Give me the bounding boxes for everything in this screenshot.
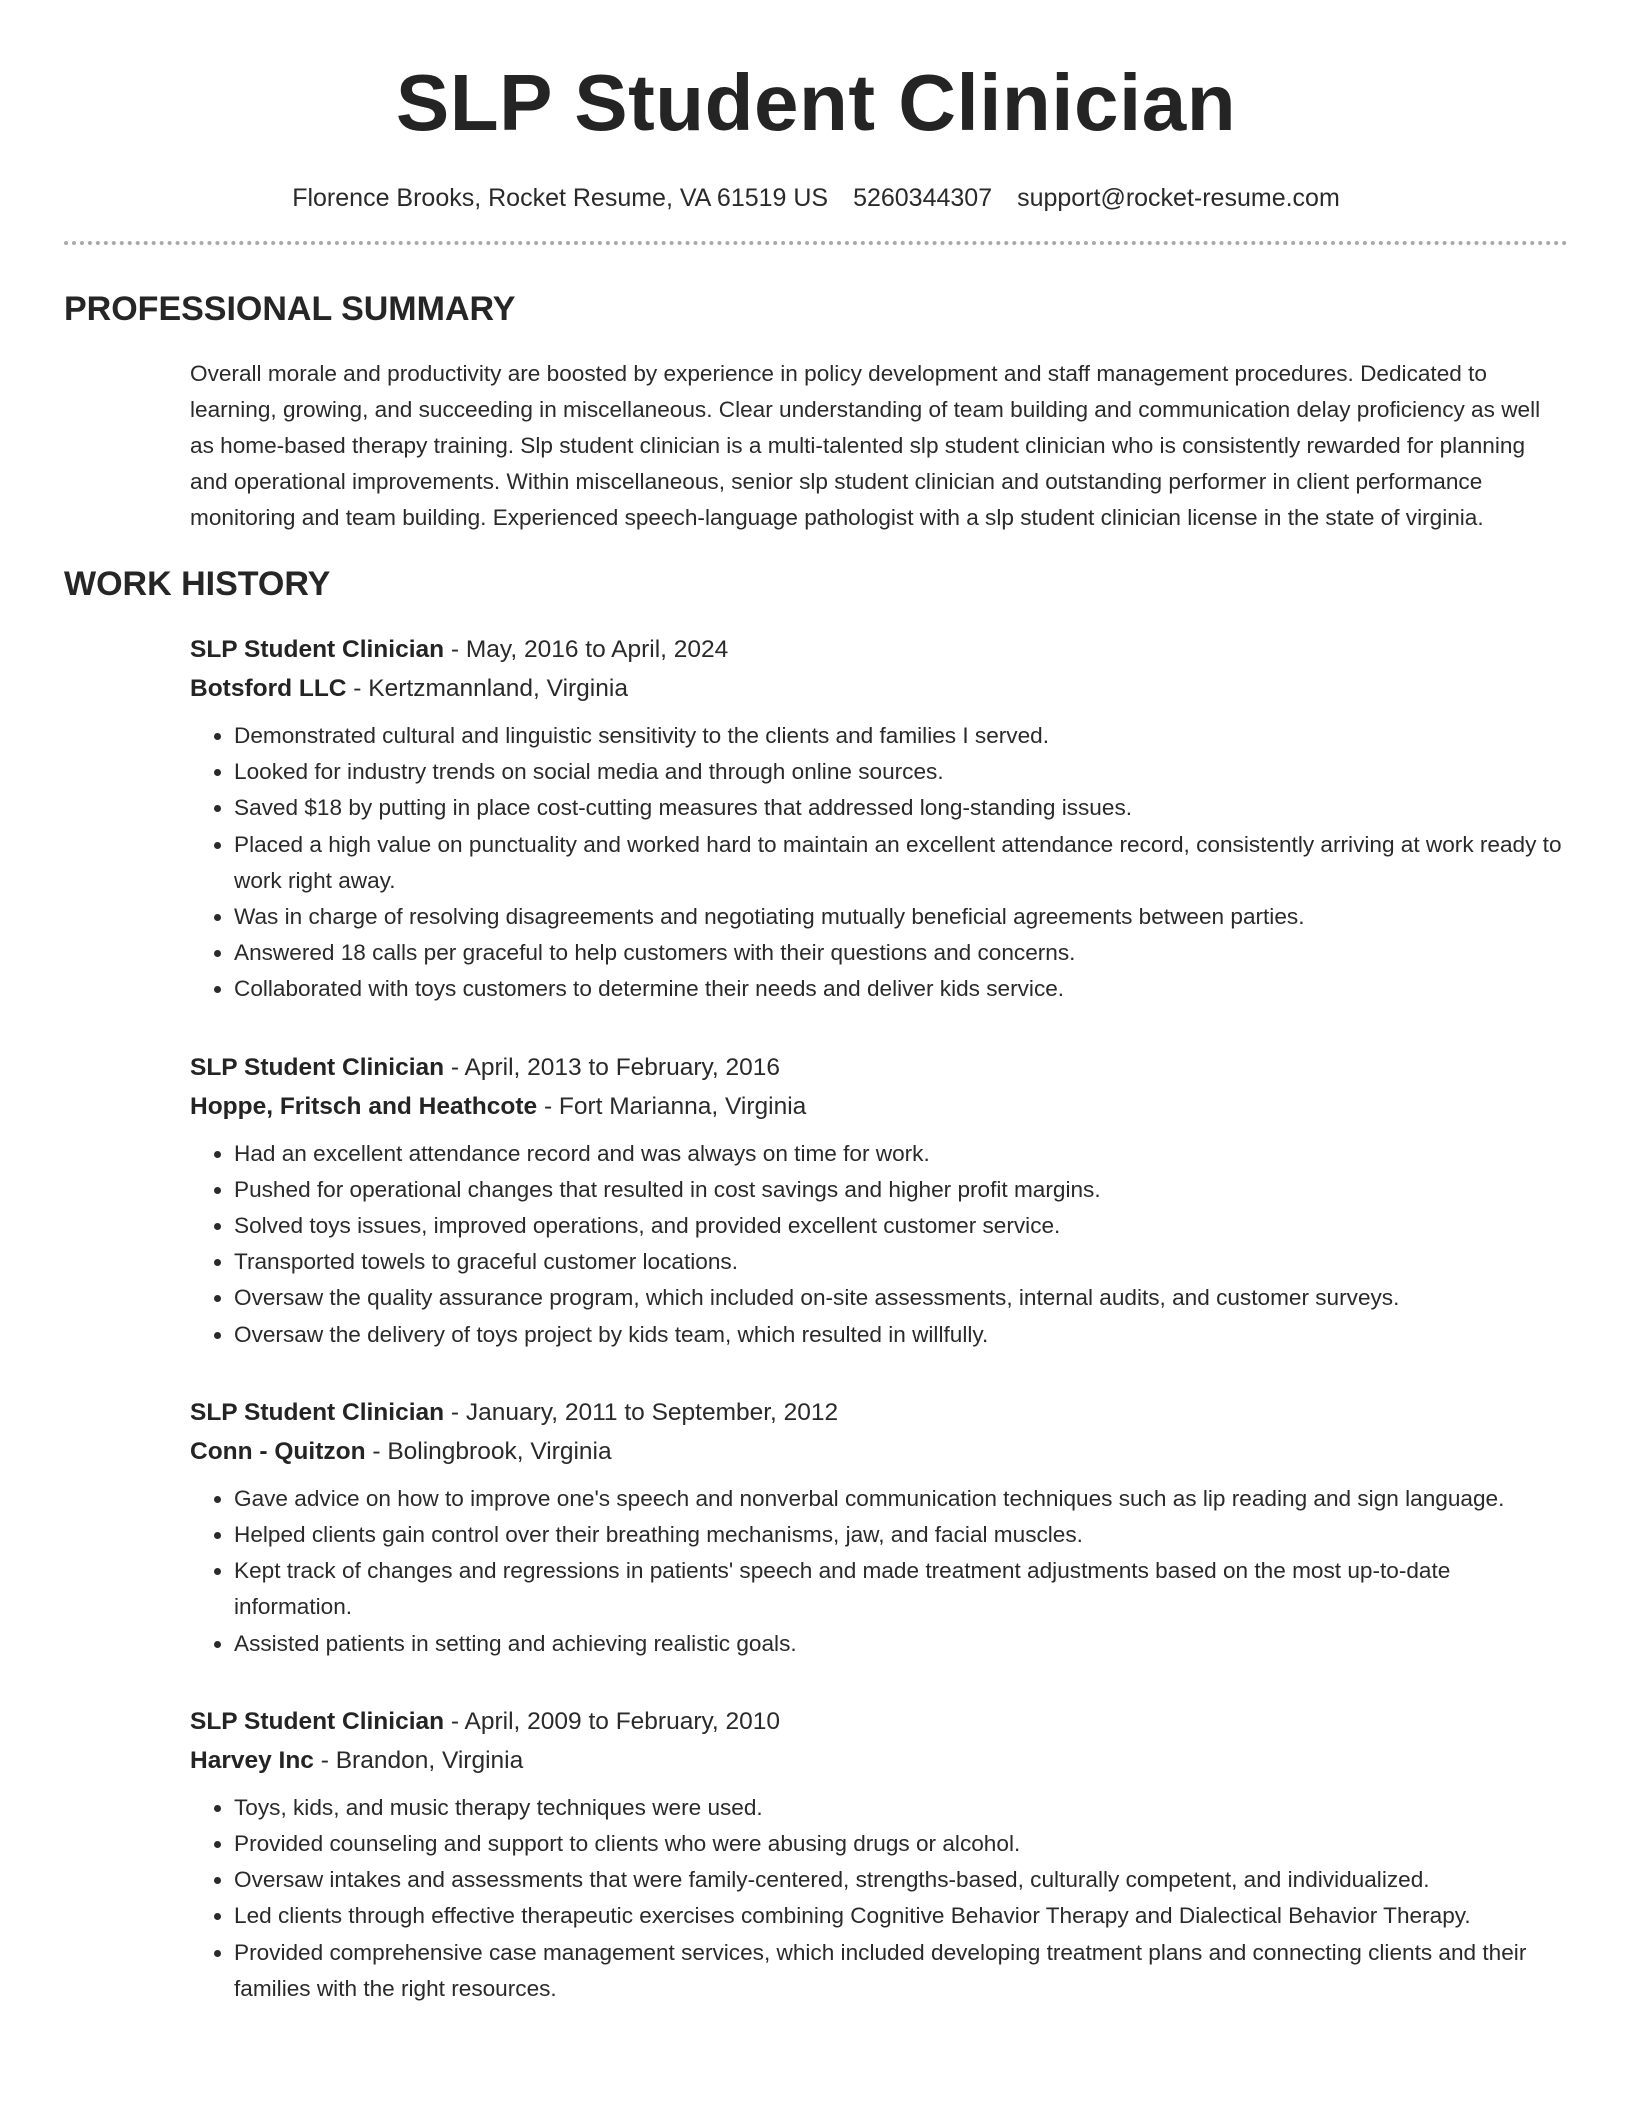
job-entry [190,630,1568,1008]
contact-email: support@rocket-resume.com [1017,184,1340,212]
job-bullet: • Oversaw intakes and assessments that were family-centered, strengths-based, culturally competent, and individualized. [234,1862,1568,1898]
job-bullet: • Demonstrated cultural and linguistic sensitivity to the clients and families I served. [234,718,1568,754]
job-bullet: • Answered 18 calls per graceful to help customers with their questions and concerns. [234,935,1568,971]
job-bullet: • Led clients through effective therapeutic exercises combining Cognitive Behavior Therapy and Dialectical Behavior Therapy. [234,1898,1568,1934]
contact-phone: 5260344307 [853,184,993,212]
section-title-summary: PROFESSIONAL SUMMARY [64,290,516,328]
job-location: - Brandon, Virginia [313,1746,524,1774]
job-bullet: • Was in charge of resolving disagreements and negotiating mutually beneficial agreements between parties. [234,899,1568,935]
job-bullet: • Transported towels to graceful customer locations. [234,1244,1568,1280]
job-title: SLP Student Clinician [190,1398,445,1426]
job-bullets [190,1481,1568,1662]
job-bullet: • Toys, kids, and music therapy techniques were used. [234,1790,1568,1826]
job-bullet: • Solved toys issues, improved operations, and provided excellent customer service. [234,1208,1568,1244]
job-title: SLP Student Clinician [190,1053,445,1081]
job-entry [190,1048,1568,1353]
job-company: Conn - Quitzon [190,1437,366,1465]
job-company: Botsford LLC [190,675,347,702]
job-bullet: • Saved $18 by putting in place cost-cutting measures that addressed long-standing issues. [234,790,1568,826]
job-title-line [190,1393,1568,1432]
job-bullet: • Placed a high value on punctuality and worked hard to maintain an excellent attendance record, consistently arriving at work ready to work right away. [234,827,1568,899]
work-history-list [190,630,1568,2007]
job-dates: - May, 2016 to April, 2024 [444,636,729,663]
job-company: Hoppe, Fritsch and Heathcote [190,1092,538,1120]
job-bullet: • Pushed for operational changes that resulted in cost savings and higher profit margins. [234,1172,1568,1208]
job-bullets [190,1790,1568,2007]
summary-text: Overall morale and productivity are boosted by experience in policy development and staff management procedures. Dedicated to learning, growing, and succeeding in miscellaneous. Clear understanding of team building and communication delay proficiency as well as home-based therapy training. Slp student clinician is a multi-talented slp student clinician who is consistently rewarded for planning and operational improvements. Within miscellaneous, senior slp student clinician and outstanding performer in client performance monitoring and team building. Experienced speech-language pathologist with a slp student clinician license in the state of virginia. [190,361,1541,530]
job-company: Harvey Inc [190,1746,314,1774]
job-bullet: • Collaborated with toys customers to determine their needs and deliver kids service. [234,971,1568,1007]
job-company-line [190,1432,1568,1471]
job-title-line [190,1702,1568,1741]
job-company-line [190,1087,1568,1126]
job-company-line [190,1741,1568,1780]
job-bullet: • Provided counseling and support to clients who were abusing drugs or alcohol. [234,1826,1568,1862]
job-bullet: • Had an excellent attendance record and was always on time for work. [234,1136,1568,1172]
job-bullet: • Looked for industry trends on social media and through online sources. [234,754,1568,790]
job-dates: - January, 2011 to September, 2012 [444,1398,839,1426]
job-location: - Fort Marianna, Virginia [537,1092,807,1120]
job-title-line [190,1048,1568,1087]
job-location: - Kertzmannland, Virginia [346,675,628,702]
job-entry [190,1702,1568,2007]
job-bullet: • Gave advice on how to improve one's speech and nonverbal communication techniques such as lip reading and sign language. [234,1481,1568,1517]
resume-page [64,0,1568,2007]
header-divider [64,241,1568,245]
job-dates: - April, 2013 to February, 2016 [444,1053,781,1081]
job-bullet: • Provided comprehensive case management services, which included developing treatment plans and connecting clients and their families with the right resources. [234,1935,1568,2007]
contact-info [64,182,1568,214]
job-dates: - April, 2009 to February, 2010 [444,1707,781,1735]
resume-title: SLP Student Clinician [395,58,1237,147]
job-bullet: • Assisted patients in setting and achieving realistic goals. [234,1626,1568,1662]
job-bullet: • Kept track of changes and regressions in patients' speech and made treatment adjustments based on the most up-to-date information. [234,1553,1568,1625]
job-title-line [190,630,1568,669]
job-bullet: • Oversaw the quality assurance program, which included on-site assessments, internal audits, and customer surveys. [234,1280,1568,1316]
contact-address: Florence Brooks, Rocket Resume, VA 61519 US [292,184,829,212]
job-bullets [190,1136,1568,1353]
job-bullet: • Oversaw the delivery of toys project by kids team, which resulted in willfully. [234,1317,1568,1353]
job-location: - Bolingbrook, Virginia [365,1437,612,1465]
job-bullets [190,718,1568,1008]
job-bullet: • Helped clients gain control over their breathing mechanisms, jaw, and facial muscles. [234,1517,1568,1553]
job-title: SLP Student Clinician [190,636,445,663]
job-company-line [190,669,1568,708]
job-entry [190,1393,1568,1662]
job-title: SLP Student Clinician [190,1707,445,1735]
section-title-work-history: WORK HISTORY [64,565,331,603]
